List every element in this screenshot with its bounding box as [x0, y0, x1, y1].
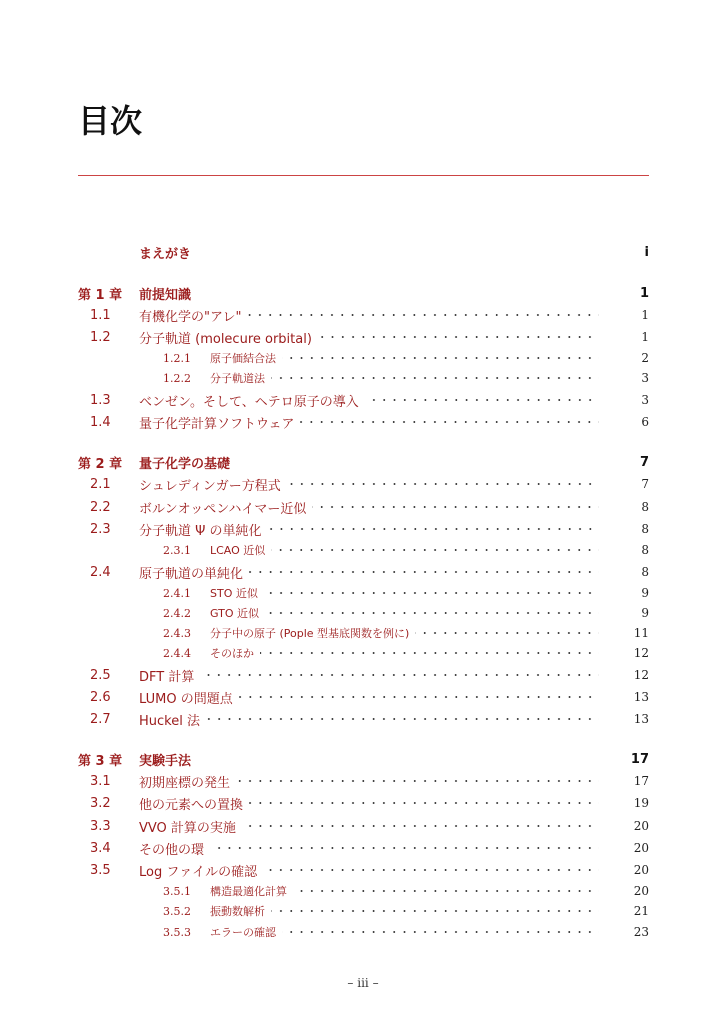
entry-page: 21 — [633, 904, 649, 918]
entry-title: 量子化学計算ソフトウェア — [139, 416, 295, 432]
toc-entry[interactable] — [78, 562, 649, 582]
dot-leader — [249, 793, 599, 813]
entry-title: 量子化学の基礎 — [139, 456, 231, 472]
entry-page: 8 — [641, 543, 649, 557]
entry-number: 2.7 — [90, 711, 111, 727]
dot-leader — [236, 452, 617, 472]
toc-entry[interactable] — [78, 497, 649, 517]
toc-entry[interactable] — [78, 283, 649, 303]
dot-leader — [200, 665, 599, 685]
title-divider — [78, 175, 649, 176]
entry-number: 3.5.3 — [163, 925, 191, 939]
entry-number: 1.1 — [90, 307, 111, 323]
dot-leader — [282, 922, 599, 942]
toc-entry[interactable] — [78, 368, 649, 388]
entry-title: 前提知識 — [139, 287, 192, 303]
dot-leader — [287, 474, 599, 494]
entry-title: そのほか — [210, 647, 254, 660]
entry-page: 1 — [641, 308, 649, 322]
dot-leader — [242, 816, 599, 836]
entry-page: 17 — [630, 751, 649, 767]
entry-number: 2.2 — [90, 499, 111, 515]
dot-leader — [206, 709, 599, 729]
dot-leader — [300, 412, 599, 432]
entry-number: 2.3.1 — [163, 543, 191, 557]
toc-entry[interactable] — [78, 474, 649, 494]
dot-leader — [268, 519, 600, 539]
entry-title: 分子軌道 (molecure orbital) — [139, 331, 312, 347]
entry-number: 2.1 — [90, 476, 111, 492]
entry-page: 11 — [633, 626, 649, 640]
dot-leader — [197, 242, 617, 262]
entry-number: 第 3 章 — [78, 753, 123, 769]
entry-page: 20 — [633, 863, 649, 877]
entry-number: 2.5 — [90, 667, 111, 683]
dot-leader — [271, 901, 599, 921]
entry-title: まえがき — [139, 246, 192, 262]
entry-number: 3.1 — [90, 773, 111, 789]
entry-title: Log ファイルの確認 — [139, 864, 258, 880]
entry-title: 振動数解析 — [210, 905, 265, 918]
entry-page: 13 — [633, 712, 649, 726]
entry-number: 1.2.2 — [163, 371, 191, 385]
entry-number: 1.2.1 — [163, 351, 191, 365]
toc-entry[interactable] — [78, 793, 649, 813]
dot-leader — [318, 327, 599, 347]
page-title: 目次 — [78, 102, 143, 140]
entry-page: 8 — [641, 565, 649, 579]
entry-title: DFT 計算 — [139, 669, 195, 685]
entry-title: 分子軌道法 — [210, 372, 265, 385]
dot-leader — [210, 838, 599, 858]
entry-page: 20 — [633, 841, 649, 855]
dot-leader — [415, 623, 599, 643]
toc-entry[interactable] — [78, 922, 649, 942]
dot-leader — [271, 368, 599, 388]
dot-leader — [263, 860, 599, 880]
entry-title: GTO 近似 — [210, 607, 260, 620]
toc-entry[interactable] — [78, 901, 649, 921]
entry-page: 8 — [641, 522, 649, 536]
entry-number: 2.4.3 — [163, 626, 191, 640]
entry-page: 13 — [633, 690, 649, 704]
entry-number: 2.3 — [90, 521, 111, 537]
entry-number: 3.4 — [90, 840, 111, 856]
entry-number: 3.5 — [90, 862, 111, 878]
toc-entry[interactable] — [78, 305, 649, 325]
entry-page: 7 — [641, 477, 649, 491]
toc-entry[interactable] — [78, 452, 649, 472]
toc-entry[interactable] — [78, 583, 649, 603]
entry-title: 原子価結合法 — [210, 352, 276, 365]
dot-leader — [282, 348, 599, 368]
toc-entry[interactable] — [78, 749, 649, 769]
entry-number: 1.2 — [90, 329, 111, 345]
entry-page: 9 — [641, 586, 649, 600]
entry-page: 3 — [641, 371, 649, 385]
toc-entry[interactable] — [78, 665, 649, 685]
entry-title: 原子軌道の単純化 — [139, 566, 244, 582]
entry-title: エラーの確認 — [210, 926, 276, 939]
entry-page: 12 — [633, 668, 649, 682]
entry-title: シュレディンガー方程式 — [139, 478, 281, 494]
dot-leader — [293, 881, 599, 901]
toc-entry[interactable] — [78, 881, 649, 901]
toc-entry[interactable] — [78, 623, 649, 643]
entry-number: 2.4.1 — [163, 586, 191, 600]
entry-title: 他の元素への置換 — [139, 797, 244, 813]
page-number: – iii – — [347, 976, 379, 990]
entry-title: VVO 計算の実施 — [139, 820, 236, 836]
dot-leader — [312, 497, 599, 517]
entry-title: 実験手法 — [139, 753, 192, 769]
toc-entry[interactable] — [78, 709, 649, 729]
entry-title: 分子中の原子 (Pople 型基底関数を例に) — [210, 627, 410, 640]
toc-entry[interactable] — [78, 838, 649, 858]
entry-page: 1 — [641, 330, 649, 344]
toc-entry[interactable] — [78, 519, 649, 539]
toc-entry[interactable] — [78, 860, 649, 880]
entry-number: 1.3 — [90, 392, 111, 408]
dot-leader — [260, 643, 599, 663]
entry-page: 6 — [641, 415, 649, 429]
entry-title: STO 近似 — [210, 587, 258, 600]
toc-entry[interactable] — [78, 603, 649, 623]
entry-number: 第 2 章 — [78, 456, 123, 472]
entry-page: i — [644, 244, 649, 260]
entry-number: 3.2 — [90, 795, 111, 811]
entry-number: 1.4 — [90, 414, 111, 430]
toc-entry[interactable] — [78, 242, 649, 262]
entry-title: ボルンオッペンハイマー近似 — [139, 501, 307, 517]
entry-page: 3 — [641, 393, 649, 407]
entry-page: 17 — [633, 774, 649, 788]
entry-number: 3.5.2 — [163, 904, 191, 918]
entry-title: ベンゼン。そして、ヘテロ原子の導入 — [139, 394, 359, 410]
entry-page: 7 — [639, 454, 649, 470]
entry-page: 19 — [633, 796, 649, 810]
toc-entry[interactable] — [78, 643, 649, 663]
dot-leader — [265, 603, 599, 623]
entry-number: 2.4 — [90, 564, 111, 580]
entry-number: 2.4.4 — [163, 646, 191, 660]
dot-leader — [197, 283, 617, 303]
entry-title: LCAO 近似 — [210, 544, 266, 557]
toc-entry[interactable] — [78, 412, 649, 432]
entry-number: 第 1 章 — [78, 287, 123, 303]
toc-entry[interactable] — [78, 816, 649, 836]
entry-page: 12 — [633, 646, 649, 660]
toc-entry[interactable] — [78, 540, 649, 560]
entry-number: 3.3 — [90, 818, 111, 834]
dot-leader — [264, 583, 599, 603]
entry-title: 分子軌道 Ψ の単純化 — [139, 523, 262, 539]
dot-leader — [247, 305, 599, 325]
entry-title: LUMO の問題点 — [139, 691, 233, 707]
dot-leader — [197, 749, 617, 769]
toc-entry[interactable] — [78, 771, 649, 791]
dot-leader — [249, 562, 599, 582]
entry-title: その他の環 — [139, 842, 205, 858]
entry-page: 1 — [639, 285, 649, 301]
entry-title: 構造最適化計算 — [210, 885, 287, 898]
dot-leader — [271, 540, 599, 560]
entry-page: 20 — [633, 884, 649, 898]
entry-page: 8 — [641, 500, 649, 514]
dot-leader — [236, 771, 599, 791]
toc-entry[interactable] — [78, 348, 649, 368]
entry-page: 2 — [641, 351, 649, 365]
entry-page: 23 — [633, 925, 649, 939]
toc-entry[interactable] — [78, 687, 649, 707]
entry-number: 2.6 — [90, 689, 111, 705]
entry-title: 有機化学の"アレ" — [139, 309, 242, 325]
dot-leader — [365, 390, 599, 410]
entry-title: 初期座標の発生 — [139, 775, 231, 791]
dot-leader — [239, 687, 599, 707]
entry-number: 2.4.2 — [163, 606, 191, 620]
entry-number: 3.5.1 — [163, 884, 191, 898]
entry-page: 20 — [633, 819, 649, 833]
toc-entry[interactable] — [78, 327, 649, 347]
toc-entry[interactable] — [78, 390, 649, 410]
entry-title: Huckel 法 — [139, 713, 200, 729]
entry-page: 9 — [641, 606, 649, 620]
